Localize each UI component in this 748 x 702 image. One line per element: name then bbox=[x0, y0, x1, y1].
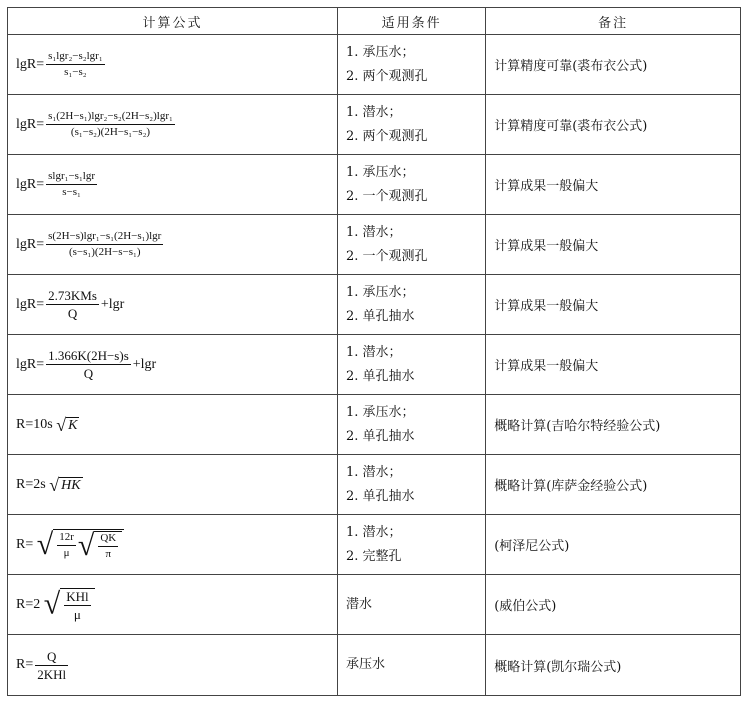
note-cell: 概略计算(凯尔瑞公式) bbox=[486, 635, 741, 696]
table-row bbox=[8, 455, 741, 515]
note-cell: (柯泽尼公式) bbox=[486, 515, 741, 575]
formula-numerator: KHl bbox=[66, 589, 89, 604]
formula-denominator: μ bbox=[73, 607, 81, 622]
note-cell: (威伯公式) bbox=[486, 575, 741, 635]
condition-line: 2. 两个观测孔 bbox=[345, 128, 428, 144]
condition-cell bbox=[337, 335, 485, 395]
condition-cell bbox=[337, 35, 485, 95]
table-row bbox=[8, 95, 741, 155]
condition-cell bbox=[337, 635, 485, 696]
table-row bbox=[8, 275, 741, 335]
note-cell: 计算精度可靠(裘布衣公式) bbox=[486, 35, 741, 95]
square-root-inner: √ $\frac{QK}{\pi}$ bbox=[78, 531, 122, 561]
table-row bbox=[8, 35, 741, 95]
formula-numerator: s₁(2H−s₁)lgr₂−s₂(2H−s₂)lgr₁ bbox=[46, 111, 175, 125]
radicand: HK bbox=[61, 477, 81, 493]
table-row bbox=[8, 215, 741, 275]
formula-lhs: R= bbox=[16, 536, 34, 552]
condition-cell bbox=[337, 575, 485, 635]
formula-lhs: R=10s bbox=[16, 416, 53, 432]
condition-line: 潜水 bbox=[345, 596, 372, 612]
condition-cell bbox=[337, 455, 485, 515]
formula-cell bbox=[8, 155, 338, 215]
condition-line: 1. 承压水； bbox=[345, 404, 415, 420]
header-conditions: 适用条件 bbox=[337, 8, 485, 35]
header-row bbox=[8, 8, 741, 35]
square-root: √ HK bbox=[49, 474, 81, 495]
formula-numerator: 1.366K(2H−s)s bbox=[48, 348, 129, 363]
header-notes: 备注 bbox=[486, 8, 741, 35]
table-row bbox=[8, 515, 741, 575]
note-cell: 计算成果一般偏大 bbox=[486, 275, 741, 335]
formula-numerator: Q bbox=[35, 650, 68, 666]
condition-line: 1. 承压水； bbox=[345, 164, 415, 180]
table-row bbox=[8, 635, 741, 696]
condition-line: 2. 一个观测孔 bbox=[345, 248, 428, 264]
formula-denominator: Q bbox=[83, 366, 94, 381]
formula-lhs: R=2 bbox=[16, 596, 41, 612]
formula-lhs: lgR= bbox=[16, 56, 45, 72]
square-root: √ $\frac{\text{KHl}}{\mu}$ bbox=[44, 588, 95, 621]
table-row bbox=[8, 575, 741, 635]
formula-denominator: s−s₁ bbox=[62, 186, 81, 198]
formula-cell bbox=[8, 35, 338, 95]
header-formula: 计算公式 bbox=[8, 8, 338, 35]
condition-line: 1. 潜水； bbox=[345, 464, 402, 480]
condition-line: 1. 潜水； bbox=[345, 524, 402, 540]
condition-line: 2. 单孔抽水 bbox=[345, 368, 415, 384]
formula-cell bbox=[8, 395, 338, 455]
formula-lhs: lgR= bbox=[16, 356, 45, 372]
note-cell: 计算精度可靠(裘布衣公式) bbox=[486, 95, 741, 155]
condition-line: 1. 潜水； bbox=[345, 344, 402, 360]
condition-cell bbox=[337, 155, 485, 215]
note-cell: 计算成果一般偏大 bbox=[486, 215, 741, 275]
formula-denominator: (s−s₁)(2H−s−s₁) bbox=[68, 246, 141, 258]
formula-cell bbox=[8, 575, 338, 635]
formula-numerator: 2.73KMs bbox=[48, 288, 97, 303]
formula-denominator: 2KHl bbox=[37, 666, 67, 682]
formula-numerator: s(2H−s)lgr₁−s₁(2H−s₁)lgr bbox=[46, 231, 163, 245]
formula-tail: +lgr bbox=[132, 356, 157, 372]
condition-line: 1. 潜水； bbox=[345, 224, 402, 240]
formula-lhs: lgR= bbox=[16, 236, 45, 252]
formula-cell bbox=[8, 335, 338, 395]
radicand: K bbox=[68, 417, 78, 433]
formula-cell bbox=[8, 515, 338, 575]
table-row bbox=[8, 395, 741, 455]
formula-denominator: Q bbox=[67, 306, 78, 321]
formula-denominator: s₁−s₂ bbox=[64, 66, 87, 78]
formula-lhs: R=2s bbox=[16, 476, 46, 492]
formula-lhs: lgR= bbox=[16, 296, 45, 312]
condition-cell bbox=[337, 515, 485, 575]
note-cell: 计算成果一般偏大 bbox=[486, 335, 741, 395]
formula-lhs: R= bbox=[16, 657, 34, 673]
condition-line: 承压水 bbox=[345, 657, 385, 672]
condition-cell bbox=[337, 275, 485, 335]
condition-line: 2. 单孔抽水 bbox=[345, 308, 415, 324]
formula-numerator: s₁lgr₂−s₂lgr₁ bbox=[46, 51, 105, 65]
condition-line: 2. 一个观测孔 bbox=[345, 188, 428, 204]
note-cell: 计算成果一般偏大 bbox=[486, 155, 741, 215]
formula-denominator: π bbox=[105, 548, 112, 560]
formula-numerator: QK bbox=[98, 533, 118, 547]
note-cell: 概略计算(库萨金经验公式) bbox=[486, 455, 741, 515]
condition-line: 2. 单孔抽水 bbox=[345, 428, 415, 444]
table-row bbox=[8, 155, 741, 215]
formula-cell bbox=[8, 275, 338, 335]
table-row bbox=[8, 335, 741, 395]
condition-cell bbox=[337, 395, 485, 455]
formula-cell bbox=[8, 95, 338, 155]
condition-cell bbox=[337, 95, 485, 155]
formula-denominator: (s₁−s₂)(2H−s₁−s₂) bbox=[70, 126, 151, 138]
formula-lhs: lgR= bbox=[16, 116, 45, 132]
formula-cell bbox=[8, 635, 338, 696]
note-cell: 概略计算(吉哈尔特经验公式) bbox=[486, 395, 741, 455]
formula-numerator: 12r bbox=[57, 532, 76, 546]
square-root: √ $\frac{12r}{\mu}$ √ $\frac{QK}{\pi}$ bbox=[37, 529, 125, 561]
condition-line: 2. 完整孔 bbox=[345, 548, 402, 564]
condition-cell bbox=[337, 215, 485, 275]
condition-line: 2. 单孔抽水 bbox=[345, 488, 415, 504]
condition-line: 1. 承压水； bbox=[345, 284, 415, 300]
formula-table bbox=[7, 7, 741, 696]
condition-line: 2. 两个观测孔 bbox=[345, 68, 428, 84]
square-root: √ K bbox=[56, 414, 78, 435]
condition-line: 1. 潜水； bbox=[345, 104, 402, 120]
formula-lhs: lgR= bbox=[16, 176, 45, 192]
formula-tail: +lgr bbox=[100, 296, 125, 312]
formula-denominator: μ bbox=[63, 547, 70, 559]
formula-cell bbox=[8, 455, 338, 515]
formula-cell bbox=[8, 215, 338, 275]
formula-numerator: slgr₁−s₁lgr bbox=[46, 171, 97, 185]
condition-line: 1. 承压水； bbox=[345, 44, 415, 60]
